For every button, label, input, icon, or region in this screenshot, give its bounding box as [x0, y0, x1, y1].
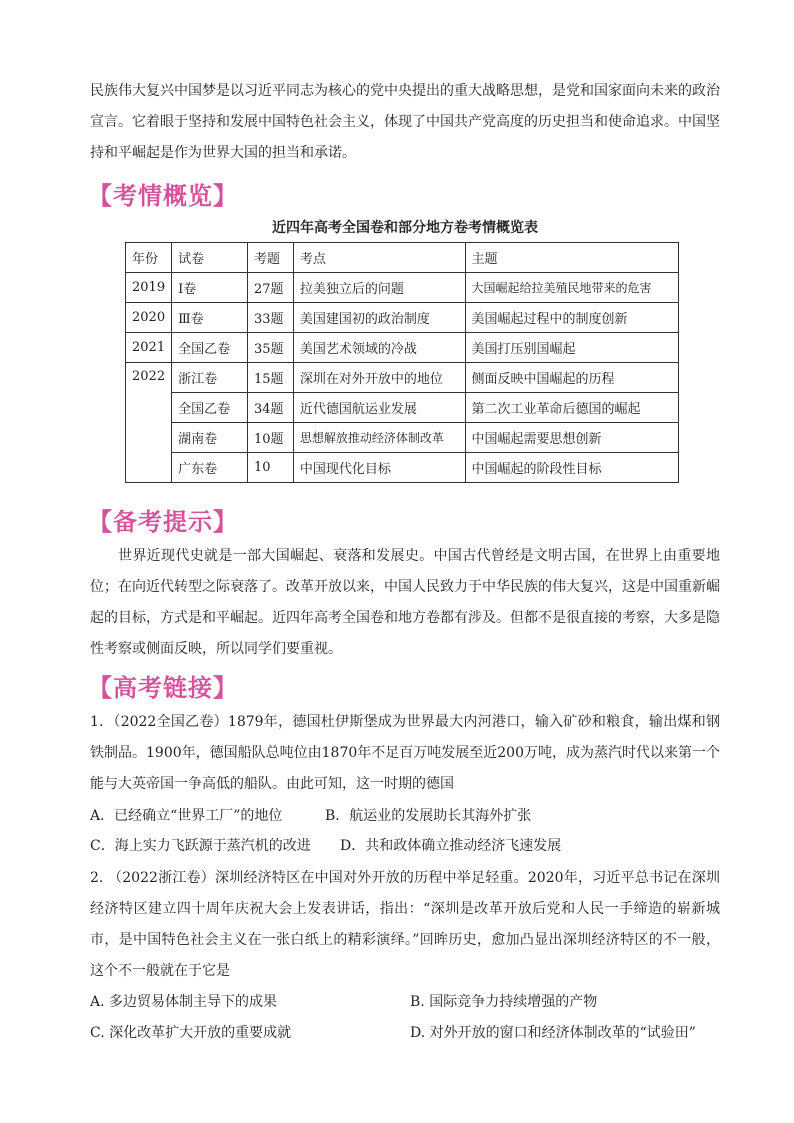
table-row: [126, 393, 679, 423]
cell-question: 35题: [247, 333, 293, 363]
cell-topic: 美国建国初的政治制度: [293, 303, 465, 333]
cell-theme: 侧面反映中国崛起的历程: [465, 363, 679, 393]
question-2-stem: 2. （2022浙江卷）深圳经济特区在中国对外开放的历程中举足轻重。2020年，习近平总书记在深圳经济特区建立四十周年庆祝大会上发表讲话，指出：“深圳是改革开放后党和人民一手缔造的崭新城市，是中国特色社会主义在一张白纸上的精彩演绎。”回眸历史，愈加凸显出深圳经济特区的不一般，这个不一般就在于它是: [90, 870, 720, 979]
question-1-option-c: C．海上实力飞跃源于蒸汽机的改进: [90, 838, 311, 854]
cell-paper: 全国乙卷: [172, 333, 248, 363]
header-paper: 试卷: [172, 243, 248, 273]
section-heading-study-tips: 【备考提示】: [88, 508, 238, 536]
section-heading-exam-links: 【高考链接】: [88, 674, 238, 702]
header-theme: 主题: [465, 243, 679, 273]
cell-year: 2020: [126, 303, 172, 333]
cell-paper: Ⅲ卷: [172, 303, 248, 333]
question-1-option-d: D．共和政体确立推动经济飞速发展: [340, 838, 562, 854]
section-heading-exam-overview: 【考情概览】: [88, 182, 238, 210]
question-1-option-a: A．已经确立“世界工厂”的地位: [90, 808, 283, 824]
cell-year: 2021: [126, 333, 172, 363]
cell-paper: 浙江卷: [172, 363, 248, 393]
cell-theme: 第二次工业革命后德国的崛起: [465, 393, 679, 423]
question-2-option-a: A. 多边贸易体制主导下的成果: [90, 994, 278, 1010]
cell-paper: 广东卷: [172, 453, 248, 483]
question-2-option-b: B. 国际竞争力持续增强的产物: [410, 994, 598, 1010]
cell-question: 27题: [247, 273, 293, 303]
cell-year: 2019: [126, 273, 172, 303]
cell-theme: 中国崛起需要思想创新: [465, 423, 679, 453]
table-row: [126, 273, 679, 303]
exam-overview-table: [125, 242, 679, 483]
cell-topic: 深圳在对外开放中的地位: [293, 363, 465, 393]
cell-theme: 美国崛起过程中的制度创新: [465, 303, 679, 333]
table-row: [126, 333, 679, 363]
question-2-option-d: D. 对外开放的窗口和经济体制改革的“试验田”: [410, 1025, 696, 1041]
cell-year: 2022: [126, 363, 172, 483]
cell-theme: 美国打压别国崛起: [465, 333, 679, 363]
cell-topic: 中国现代化目标: [293, 453, 465, 483]
cell-paper: 湖南卷: [172, 423, 248, 453]
cell-question: 10: [247, 453, 293, 483]
cell-question: 15题: [247, 363, 293, 393]
cell-paper: Ⅰ卷: [172, 273, 248, 303]
question-1-option-b: B．航运业的发展助长其海外扩张: [325, 808, 532, 824]
cell-topic: 拉美独立后的问题: [293, 273, 465, 303]
cell-theme: 大国崛起给拉美殖民地带来的危害: [465, 273, 679, 303]
table-row: [126, 423, 679, 453]
table-row: [126, 363, 679, 393]
cell-question: 33题: [247, 303, 293, 333]
header-year: 年份: [126, 243, 172, 273]
cell-theme: 中国崛起的阶段性目标: [465, 453, 679, 483]
header-question: 考题: [247, 243, 293, 273]
question-1-stem: 1．（2022全国乙卷）1879年，德国杜伊斯堡成为世界最大内河港口，输入矿砂和粮食，输出煤和钢铁制品。1900年，德国船队总吨位由1870年不足百万吨发展至近200万吨，成为蒸汽时代以来第一个能与大英帝国一争高低的船队。由此可知，这一时期的德国: [90, 714, 720, 792]
table-title: 近四年高考全国卷和部分地方卷考情概览表: [272, 220, 538, 236]
table-row: [126, 303, 679, 333]
intro-paragraph: 民族伟大复兴中国梦是以习近平同志为核心的党中央提出的重大战略思想，是党和国家面向未来的政治宣言。它着眼于坚持和发展中国特色社会主义，体现了中国共产党高度的历史担当和使命追求。中国坚持和平崛起是作为世界大国的担当和承诺。: [90, 83, 720, 161]
cell-topic: 美国艺术领域的冷战: [293, 333, 465, 363]
cell-question: 10题: [247, 423, 293, 453]
cell-topic: 近代德国航运业发展: [293, 393, 465, 423]
table-header-row: [126, 243, 679, 273]
table-row: [126, 453, 679, 483]
study-tips-paragraph: 世界近现代史就是一部大国崛起、衰落和发展史。中国古代曾经是文明古国，在世界上由重要地位；在向近代转型之际衰落了。改革开放以来，中国人民致力于中华民族的伟大复兴，这是中国重新崛起的目标，方式是和平崛起。近四年高考全国卷和地方卷都有涉及。但都不是很直接的考察，大多是隐性考察或侧面反映，所以同学们要重视。: [90, 548, 720, 657]
cell-paper: 全国乙卷: [172, 393, 248, 423]
cell-question: 34题: [247, 393, 293, 423]
question-2-option-c: C. 深化改革扩大开放的重要成就: [90, 1025, 292, 1041]
cell-topic: 思想解放推动经济体制改革: [293, 423, 465, 453]
header-topic: 考点: [293, 243, 465, 273]
